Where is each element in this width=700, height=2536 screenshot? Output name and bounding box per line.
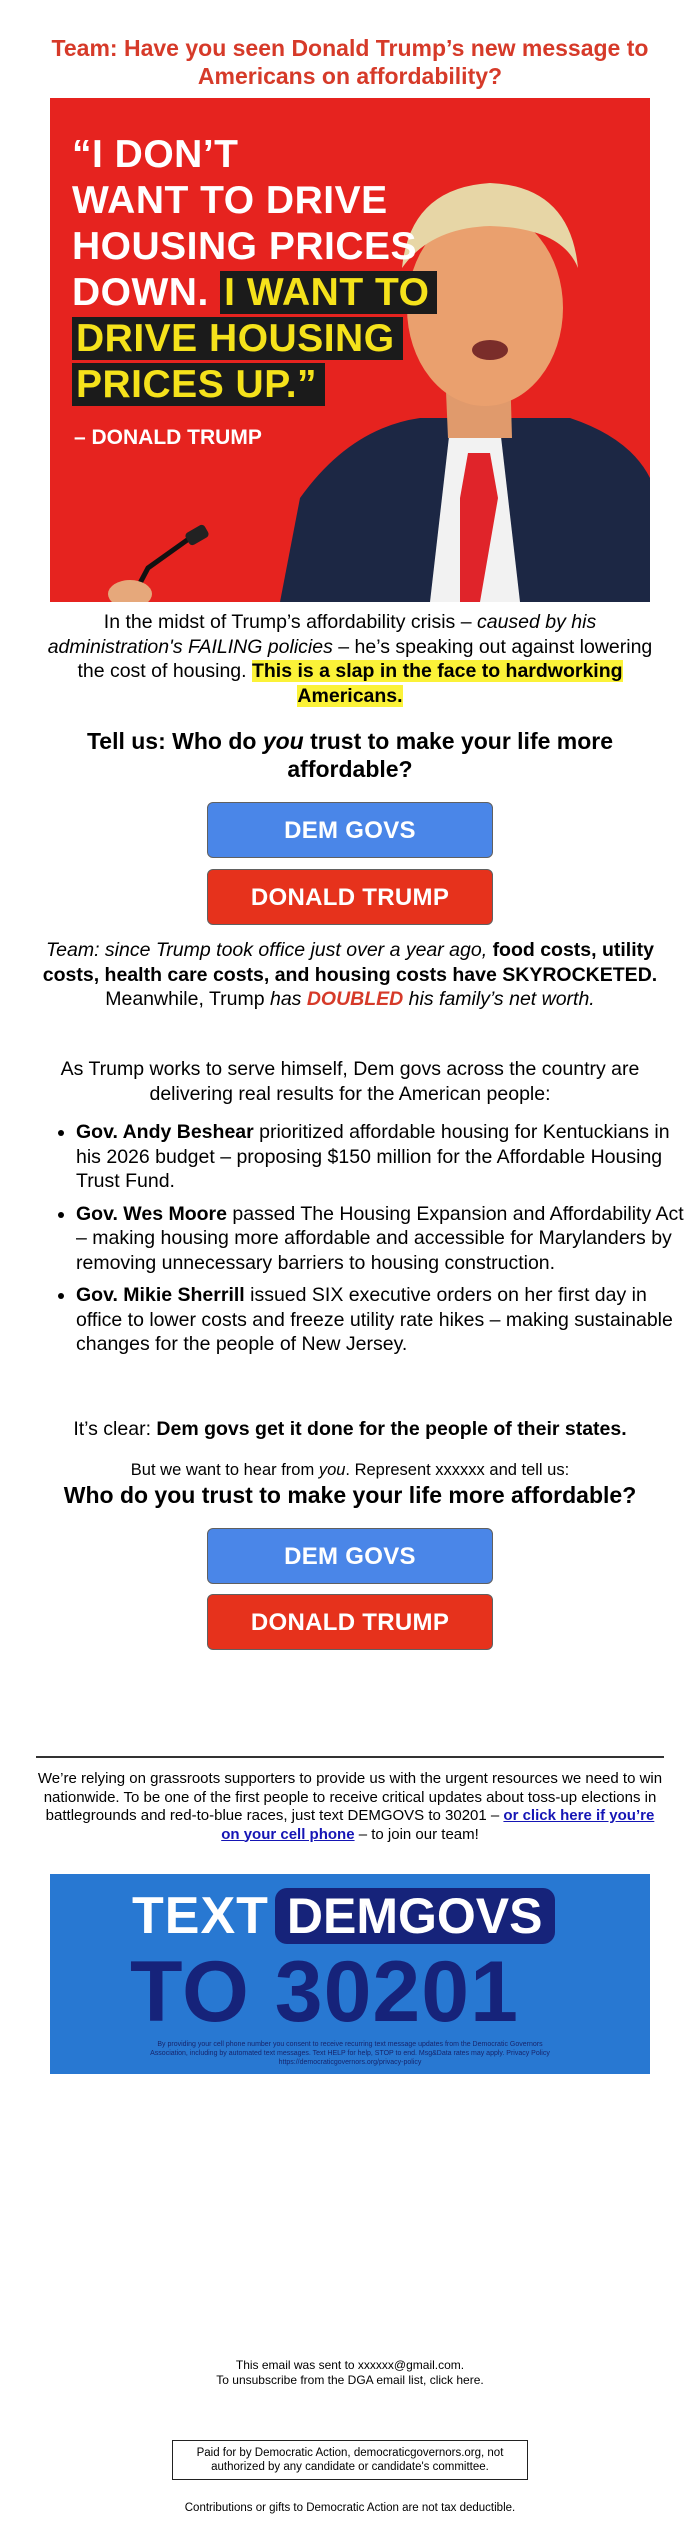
quote-line: HOUSING PRICES — [72, 225, 418, 268]
govs-intro: As Trump works to serve himself, Dem govs across the country are delivering real results for the American people: — [60, 1058, 640, 1105]
quote-highlight: DRIVE HOUSING — [72, 317, 403, 360]
quote-line: “I DON’T — [72, 133, 239, 176]
dem-govs-button[interactable]: DEM GOVS — [207, 802, 493, 858]
governor-text: prioritized affordable housing for Kentuckians in his 2026 budget – proposing $150 million for the Affordable Housing Trust Fund. — [76, 1121, 670, 1192]
banner-fine-print: By providing your cell phone number you consent to receive recurring text message updates from the Democratic Governors Association, including by automated text messages. Text HELP for help, STOP to end. Msg&Data rates may apply. Privacy Policy https://democraticgovernors.org/privacy-policy — [150, 2041, 550, 2066]
intro-paragraph — [40, 610, 660, 708]
donald-trump-button[interactable]: DONALD TRUMP — [207, 869, 493, 925]
hero-quote — [72, 132, 437, 408]
clear-bold: Dem govs get it done for the people of their states. — [156, 1418, 627, 1440]
clear-paragraph — [40, 1417, 660, 1442]
intro-text: – he’s speaking out against lowering the cost of housing. — [77, 635, 653, 682]
costs-bold: food costs, utility costs, health care costs, and housing costs have SKYROCKETED. — [42, 939, 658, 986]
dem-govs-button-2[interactable]: DEM GOVS — [207, 1528, 493, 1584]
intro-text: In the midst of Trump’s affordability crisis – — [103, 611, 477, 633]
costs-paragraph — [30, 938, 670, 1012]
list-item — [76, 1120, 696, 1194]
sent-to-text: This email was sent to xxxxxx@gmail.com. — [235, 2358, 465, 2372]
grassroots-text: We’re relying on grassroots supporters to provide us with the urgent resources we need to win nationwide. To be one of the first people to receive critical updates about toss-up elections in battlegrounds and red-to-blue races, just text DEMGOVS to 30201 – — [37, 1770, 663, 1824]
quote-highlight: I WANT TO — [220, 271, 437, 314]
governor-name: Gov. Wes Moore — [76, 1202, 227, 1225]
banner-shortcode: TO 30201 — [130, 1944, 519, 2040]
costs-italic: his family’s net worth. — [403, 988, 595, 1010]
quote-line: DOWN. — [72, 271, 209, 314]
quote-line: WANT TO DRIVE — [72, 179, 388, 222]
donald-trump-button-2[interactable]: DONALD TRUMP — [207, 1594, 493, 1650]
list-item — [76, 1202, 696, 1276]
question-text: Tell us: Who do — [86, 728, 263, 754]
intro-highlight: This is a slap in the face to hardworking Americans. — [251, 660, 623, 707]
quote-attribution: – DONALD TRUMP — [74, 426, 262, 449]
costs-italic: has — [269, 988, 307, 1010]
hear-italic: you — [318, 1461, 346, 1479]
hero-image — [50, 98, 650, 602]
grassroots-text: – to join our team! — [354, 1825, 479, 1843]
clear-text: It’s clear: — [73, 1418, 157, 1440]
grassroots-paragraph — [36, 1770, 664, 1844]
governor-name: Gov. Andy Beshear — [76, 1121, 254, 1143]
governor-text: issued SIX executive orders on her first day in office to lower costs and freeze utility rate hikes – making sustainable changes for the people of New Jersey. — [76, 1284, 673, 1355]
intro-italic: caused by his administration's FAILING policies — [47, 611, 597, 658]
paid-for-box: Paid for by Democratic Action, democraticgovernors.org, not authorized by any candidate or candidate's committee. — [172, 2440, 528, 2480]
costs-text: Meanwhile, Trump — [105, 988, 270, 1010]
unsubscribe-link[interactable]: To unsubscribe from the DGA email list, click here. — [216, 2373, 484, 2387]
hear-text: . Represent xxxxxx and tell us: — [345, 1461, 570, 1479]
costs-italic: Team: since Trump took office just over a year ago, — [46, 939, 493, 961]
governor-name: Gov. Mikie Sherrill — [76, 1284, 245, 1306]
quote-highlight: PRICES UP.” — [72, 363, 325, 406]
doubled-highlight: DOUBLED — [306, 988, 404, 1010]
text-demgovs-banner[interactable] — [50, 1874, 650, 2074]
question-italic: you — [262, 728, 304, 754]
governor-text: passed The Housing Expansion and Affordability Act – making housing more affordable and accessible for Marylanders by removing unnecessary barriers to housing construction. — [76, 1202, 684, 1274]
list-item — [76, 1283, 696, 1357]
email-headline: Team: Have you seen Donald Trump’s new message to Americans on affordability? — [51, 35, 649, 89]
divider — [36, 1756, 664, 1758]
hear-paragraph — [40, 1460, 660, 1480]
question-heading-2: Who do you trust to make your life more affordable? — [63, 1482, 637, 1508]
banner-keyword: DEMGOVS — [275, 1888, 555, 1944]
question-text: trust to make your life more affordable? — [287, 728, 614, 782]
contributions-disclaimer: Contributions or gifts to Democratic Action are not tax deductible. — [184, 2502, 516, 2514]
governors-list — [50, 1120, 696, 1365]
banner-text-word: TEXT — [132, 1887, 269, 1945]
cell-phone-link[interactable]: or click here if you’re on your cell phone — [221, 1807, 655, 1843]
footer-sent — [40, 2358, 660, 2388]
hear-text: But we want to hear from — [130, 1461, 319, 1479]
question-heading — [40, 727, 660, 783]
